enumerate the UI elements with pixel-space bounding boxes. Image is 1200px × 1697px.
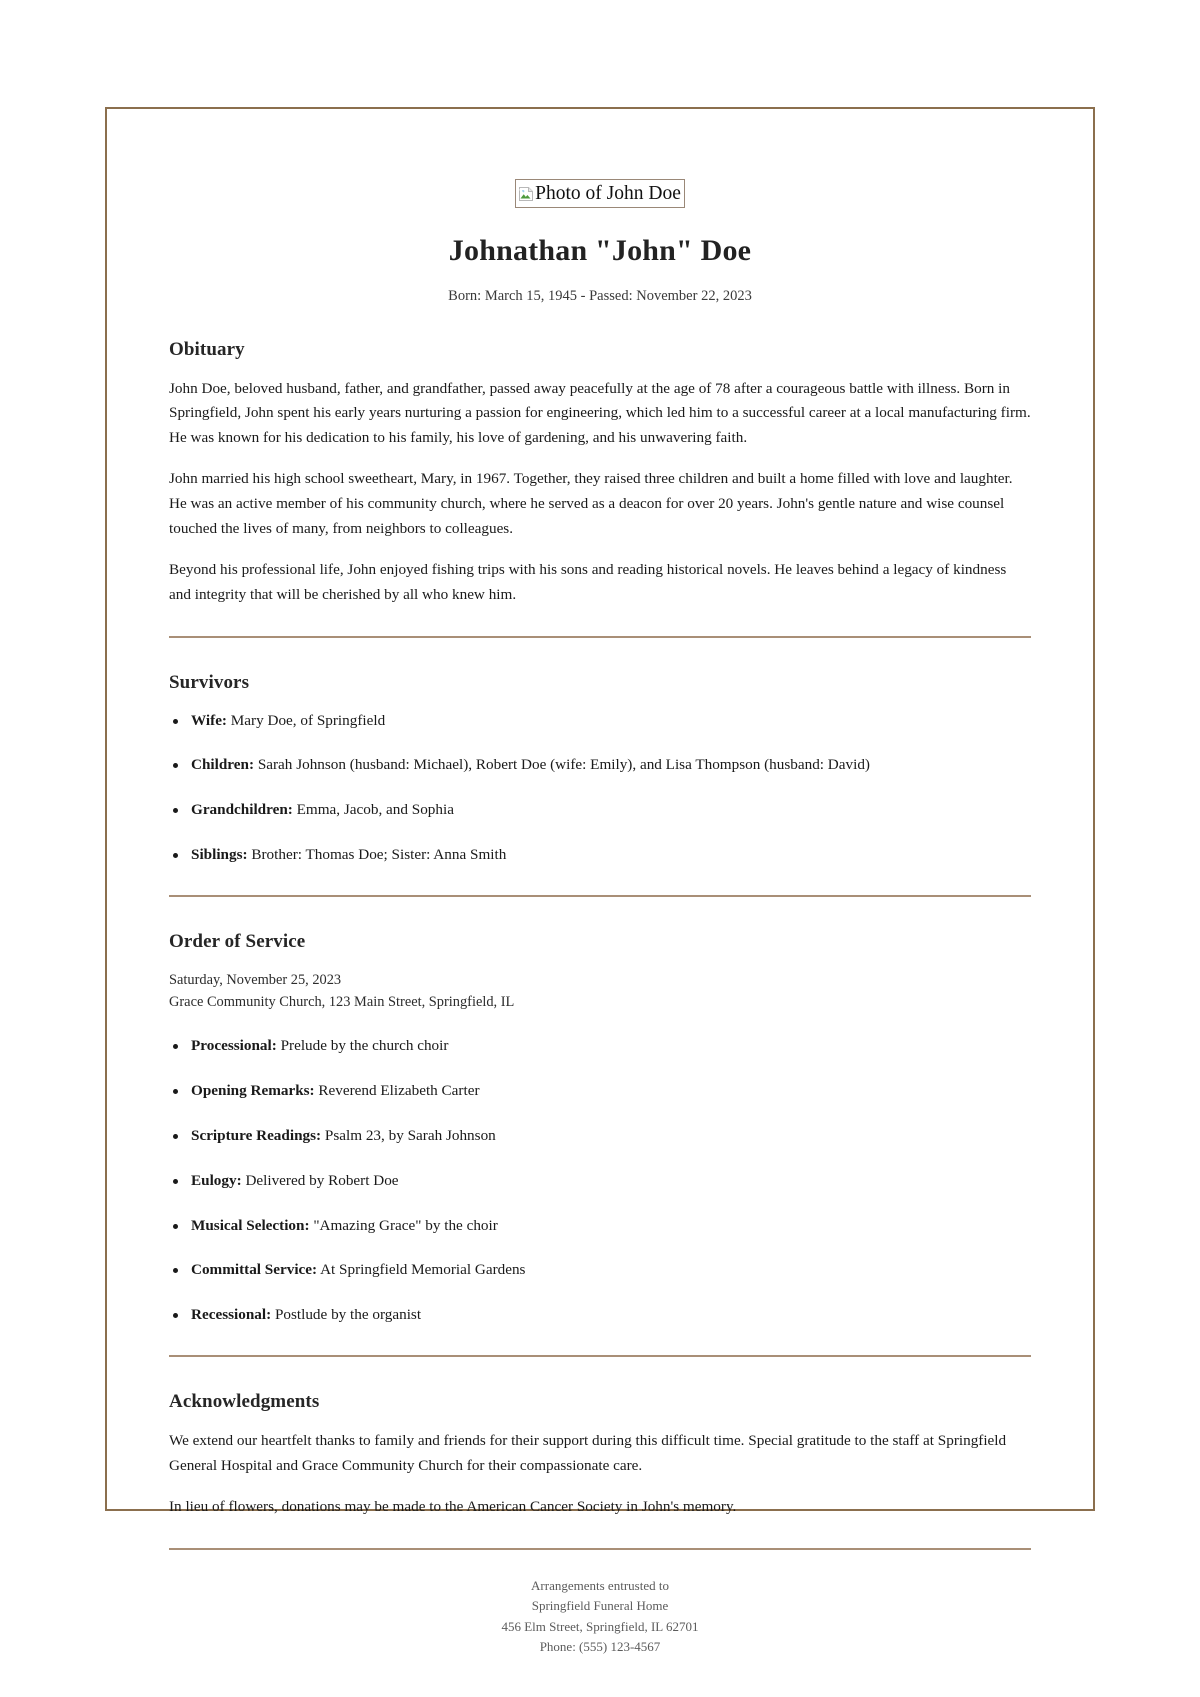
list-item (169, 1259, 1031, 1282)
section-divider (169, 636, 1031, 638)
list-item (169, 1080, 1031, 1103)
service-location: Grace Community Church, 123 Main Street, Springfield, IL (169, 994, 515, 1011)
list-item-value: Reverend Elizabeth Carter (318, 1082, 480, 1100)
obituary-paragraph: Beyond his professional life, John enjoyed fishing trips with his sons and reading historical novels. He leaves behind a legacy of kindness and integrity that will be cherished by all who knew him. (169, 561, 1007, 603)
service-details (169, 969, 1031, 1014)
list-item-value: Sarah Johnson (husband: Michael), Robert Doe (wife: Emily), and Lisa Thompson (husband: David) (257, 756, 870, 774)
list-item-value: Delivered by Robert Doe (245, 1171, 399, 1189)
portrait-photo-container (169, 179, 1031, 208)
page-title: Johnathan "John" Doe (448, 234, 752, 267)
acknowledgments-paragraph: In lieu of flowers, donations may be made to the American Cancer Society in John's memory. (169, 1498, 737, 1516)
broken-image-placeholder (515, 179, 685, 208)
life-dates: Born: March 15, 1945 - Passed: November 22, 2023 (448, 287, 752, 304)
list-item-label: Scripture Readings: (191, 1126, 322, 1144)
list-item (169, 844, 1031, 867)
section-heading-obituary: Obituary (169, 338, 245, 360)
list-item (169, 1170, 1031, 1193)
list-item (169, 1125, 1031, 1148)
list-item-value: Mary Doe, of Springfield (230, 711, 386, 729)
section-heading-survivors: Survivors (169, 671, 250, 693)
list-item-label: Processional: (191, 1037, 277, 1055)
section-heading-order-of-service: Order of Service (169, 930, 306, 952)
list-item-label: Grandchildren: (191, 801, 293, 819)
order-of-service-list (169, 1035, 1031, 1327)
footer-line: Springfield Funeral Home (531, 1598, 669, 1614)
service-date: Saturday, November 25, 2023 (169, 971, 342, 988)
acknowledgments-paragraph: We extend our heartfelt thanks to family and friends for their support during this difficult time. Special gratitude to the staff at Springfield General Hospital and Grace Community Church for their compassionate care. (169, 1431, 1007, 1474)
survivors-list (169, 710, 1031, 867)
obituary-paragraph: John Doe, beloved husband, father, and grandfather, passed away peacefully at the age of 78 after a courageous battle with illness. Born in Springfield, John spent his early years nurturing a passion for engineering, which led him to a successful career at a local manufacturing firm. He was known for his dedication to his family, his love of gardening, and his unwavering faith. (169, 379, 1031, 446)
list-item-value: Brother: Thomas Doe; Sister: Anna Smith (251, 845, 507, 863)
list-item (169, 1215, 1031, 1238)
photo-alt-text: Photo of John Doe (535, 182, 681, 204)
broken-image-icon (518, 186, 534, 202)
list-item-value: "Amazing Grace" by the choir (313, 1216, 498, 1234)
list-item-value: Prelude by the church choir (280, 1037, 449, 1055)
list-item-label: Recessional: (191, 1306, 272, 1324)
footer-line: Arrangements entrusted to (531, 1577, 669, 1593)
list-item (169, 710, 1031, 733)
section-divider (169, 1355, 1031, 1357)
list-item (169, 754, 1031, 777)
section-heading-acknowledgments: Acknowledgments (169, 1390, 320, 1412)
list-item-label: Eulogy: (191, 1171, 242, 1189)
footer-line: Phone: (555) 123-4567 (539, 1639, 661, 1655)
list-item-label: Children: (191, 756, 255, 774)
memorial-document-page (105, 107, 1095, 1655)
list-item-label: Siblings: (191, 845, 248, 863)
list-item-value: At Springfield Memorial Gardens (320, 1261, 526, 1279)
list-item (169, 799, 1031, 822)
footer-divider (169, 1548, 1031, 1550)
footer-line: 456 Elm Street, Springfield, IL 62701 (501, 1618, 699, 1634)
list-item-label: Wife: (191, 711, 227, 729)
document-content (169, 179, 1031, 1658)
funeral-home-footer (169, 1576, 1031, 1658)
obituary-paragraph: John married his high school sweetheart, Mary, in 1967. Together, they raised three children and built a home filled with love and laughter. He was an active member of his community church, where he served as a deacon for over 20 years. John's gentle nature and wise counsel touched the lives of many, from neighbors to colleagues. (169, 470, 1013, 537)
list-item (169, 1304, 1031, 1327)
list-item-label: Opening Remarks: (191, 1082, 315, 1100)
section-divider (169, 895, 1031, 897)
list-item-label: Committal Service: (191, 1261, 318, 1279)
list-item (169, 1035, 1031, 1058)
list-item-value: Postlude by the organist (274, 1306, 422, 1324)
list-item-value: Emma, Jacob, and Sophia (296, 801, 454, 819)
list-item-label: Musical Selection: (191, 1216, 310, 1234)
list-item-value: Psalm 23, by Sarah Johnson (324, 1126, 496, 1144)
